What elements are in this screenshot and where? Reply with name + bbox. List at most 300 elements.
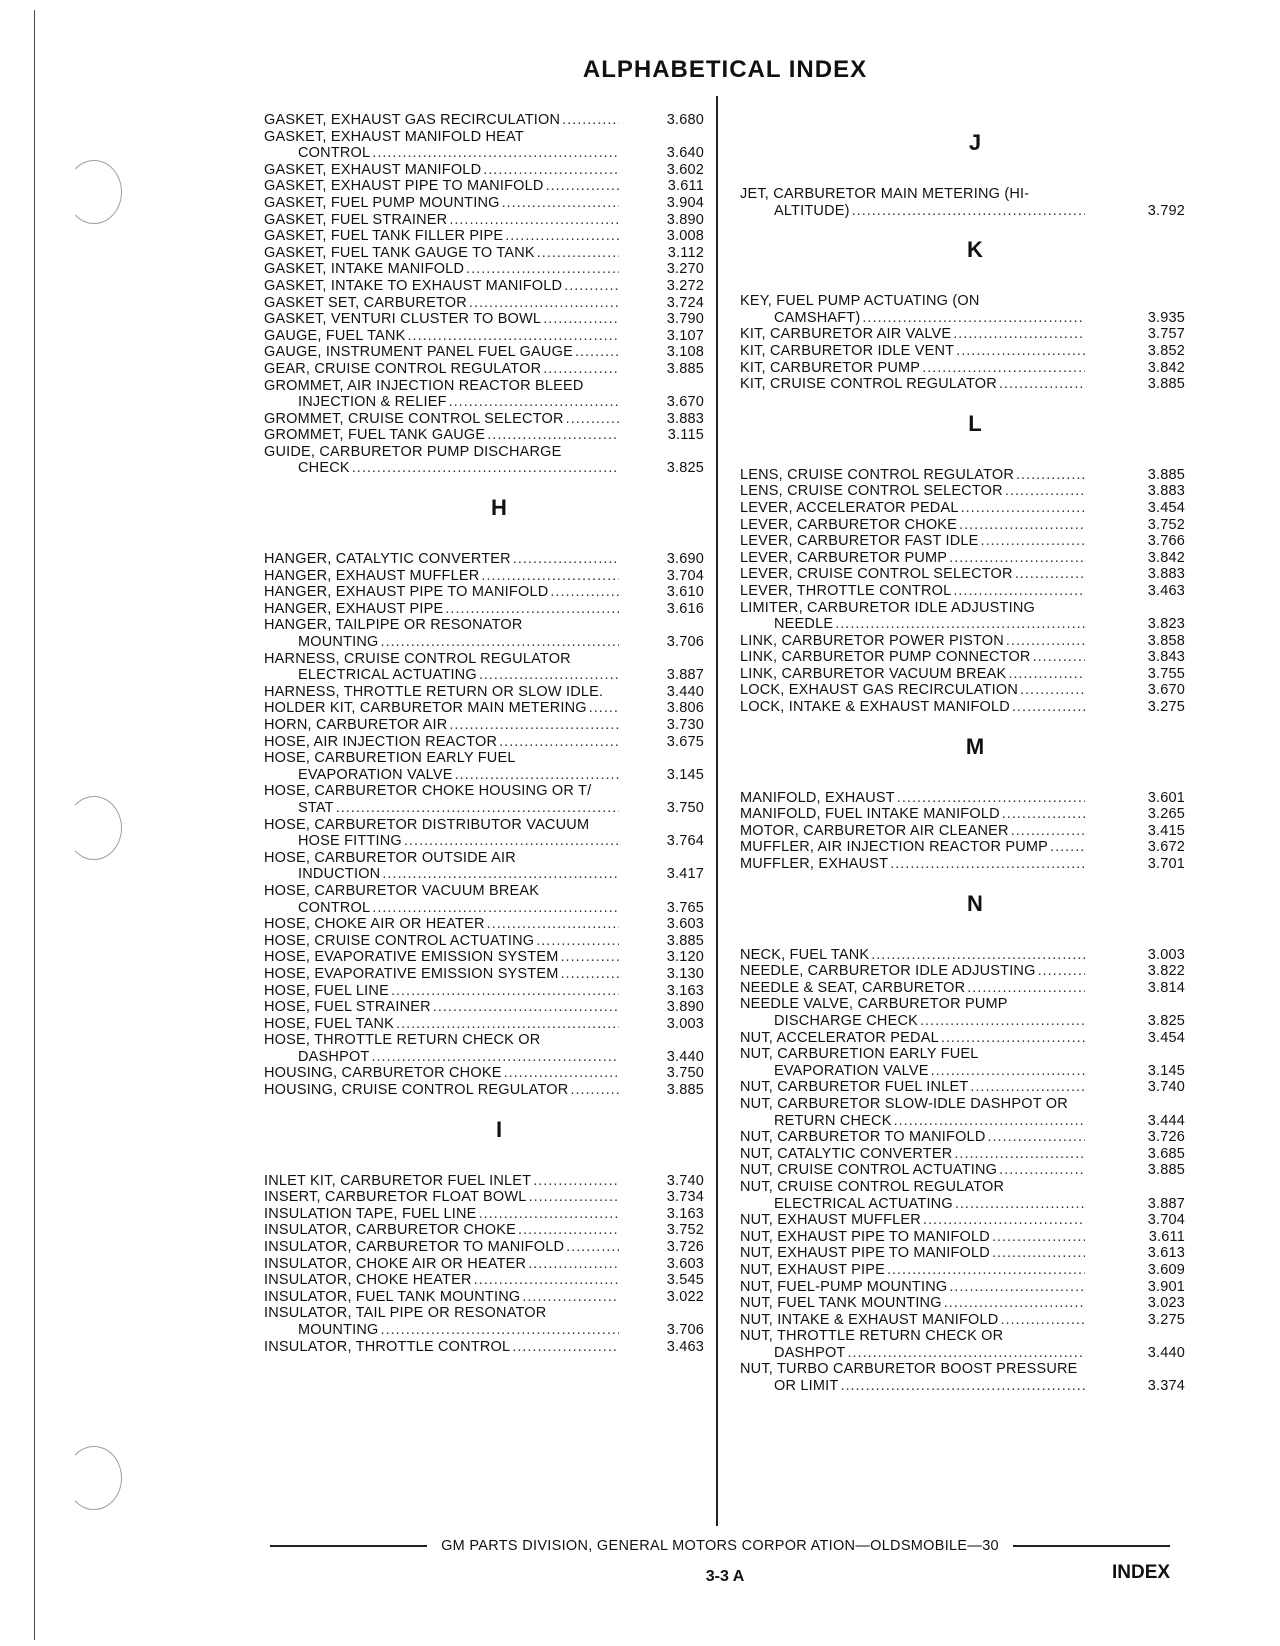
dot-leader bbox=[953, 326, 1085, 343]
page-reference: 3.752 bbox=[1147, 516, 1185, 533]
index-entry bbox=[264, 1065, 704, 1082]
dot-leader bbox=[449, 394, 619, 411]
dot-leader bbox=[999, 376, 1085, 393]
page-reference: 3.704 bbox=[1147, 1212, 1185, 1229]
index-entry bbox=[740, 186, 1185, 219]
dot-leader bbox=[455, 767, 619, 784]
entry-text: DASHPOT bbox=[774, 1344, 846, 1361]
dot-leader bbox=[381, 1322, 619, 1339]
entry-text: NUT, EXHAUST PIPE TO MANIFOLD bbox=[740, 1245, 990, 1262]
page-reference: 3.265 bbox=[1147, 806, 1185, 823]
dot-leader bbox=[449, 717, 619, 734]
entry-text: INLET KIT, CARBURETOR FUEL INLET bbox=[264, 1172, 532, 1189]
index-entry bbox=[264, 228, 704, 245]
dot-leader bbox=[959, 517, 1085, 534]
page-reference: 3.003 bbox=[1147, 946, 1185, 963]
dot-leader bbox=[404, 833, 619, 850]
page-reference: 3.706 bbox=[666, 1322, 704, 1338]
index-entry bbox=[264, 261, 704, 278]
index-entry bbox=[740, 582, 1185, 600]
index-entry bbox=[740, 963, 1185, 980]
page-reference: 3.890 bbox=[666, 999, 704, 1016]
page-reference: 3.685 bbox=[1147, 1145, 1185, 1162]
index-entry bbox=[264, 783, 704, 816]
entry-text: GAUGE, INSTRUMENT PANEL FUEL GAUGE bbox=[264, 344, 573, 361]
entry-text: NEEDLE, CARBURETOR IDLE ADJUSTING bbox=[740, 963, 1036, 980]
dot-leader bbox=[499, 734, 619, 751]
dot-leader bbox=[543, 311, 619, 328]
page-reference: 3.755 bbox=[1147, 665, 1185, 682]
index-column-left bbox=[264, 112, 704, 1355]
dot-leader bbox=[1005, 483, 1085, 500]
entry-text: NECK, FUEL TANK bbox=[740, 946, 870, 963]
dot-leader bbox=[528, 1256, 619, 1273]
entry-text: GASKET, EXHAUST MANIFOLD HEAT bbox=[264, 128, 524, 145]
index-entry bbox=[740, 946, 1185, 964]
entry-text: LOCK, INTAKE & EXHAUST MANIFOLD bbox=[740, 699, 1010, 716]
page-reference: 3.766 bbox=[1147, 533, 1185, 550]
dot-leader bbox=[1038, 963, 1085, 980]
index-entry bbox=[740, 1095, 1185, 1129]
entry-text: NUT, CARBURETION EARLY FUEL bbox=[740, 1046, 979, 1063]
dot-leader bbox=[543, 361, 619, 378]
page-reference: 3.680 bbox=[666, 112, 704, 128]
page-reference: 3.115 bbox=[667, 427, 704, 444]
page-reference: 3.601 bbox=[1147, 789, 1185, 806]
page-reference: 3.764 bbox=[666, 833, 704, 850]
dot-leader bbox=[1020, 682, 1085, 699]
index-entry bbox=[264, 244, 704, 262]
page-reference: 3.415 bbox=[1147, 822, 1185, 839]
section-letter: L bbox=[968, 410, 982, 436]
index-entry bbox=[740, 1361, 1185, 1395]
entry-text: GROMMET, CRUISE CONTROL SELECTOR bbox=[264, 410, 564, 427]
page-reference: 3.740 bbox=[666, 1172, 704, 1189]
entry-text: HOSE, EVAPORATIVE EMISSION SYSTEM bbox=[264, 949, 559, 966]
dot-leader bbox=[445, 601, 619, 618]
entry-text: HANGER, EXHAUST PIPE bbox=[264, 600, 444, 617]
entry-text: GASKET, EXHAUST GAS RECIRCULATION bbox=[264, 112, 561, 128]
dot-leader bbox=[992, 1245, 1085, 1262]
page-reference: 3.270 bbox=[666, 261, 704, 278]
dot-leader bbox=[848, 1345, 1086, 1362]
dot-leader bbox=[970, 1079, 1085, 1096]
index-entry bbox=[740, 682, 1185, 699]
punch-hole-bottom bbox=[66, 1446, 122, 1510]
page-reference: 3.145 bbox=[1147, 1062, 1185, 1079]
index-entry bbox=[264, 377, 704, 411]
index-entry bbox=[740, 1178, 1185, 1212]
page-reference: 3.806 bbox=[666, 700, 704, 717]
dot-leader bbox=[1050, 839, 1085, 856]
entry-text: LEVER, CARBURETOR PUMP bbox=[740, 549, 948, 566]
dot-leader bbox=[1002, 806, 1085, 823]
dot-leader bbox=[433, 999, 619, 1016]
entry-text: INSULATOR, THROTTLE CONTROL bbox=[264, 1338, 511, 1355]
dot-leader bbox=[897, 790, 1085, 807]
index-entry bbox=[740, 1228, 1185, 1246]
entry-text: NUT, EXHAUST MUFFLER bbox=[740, 1212, 921, 1229]
entry-text: INSULATOR, CHOKE AIR OR HEATER bbox=[264, 1255, 527, 1272]
index-entry bbox=[264, 551, 704, 568]
index-entry bbox=[264, 360, 704, 378]
page-reference: 3.822 bbox=[1147, 963, 1185, 980]
page-reference: 3.750 bbox=[666, 1065, 704, 1082]
dot-leader bbox=[1012, 699, 1085, 716]
index-entry bbox=[740, 806, 1185, 823]
page-reference: 3.463 bbox=[666, 1338, 704, 1355]
entry-text: GASKET, FUEL TANK GAUGE TO TANK bbox=[264, 244, 535, 261]
page-reference: 3.603 bbox=[666, 1255, 704, 1272]
entry-text: LINK, CARBURETOR POWER PISTON bbox=[740, 632, 1004, 649]
entry-text: NEEDLE & SEAT, CARBURETOR bbox=[740, 979, 966, 996]
entry-text: LIMITER, CARBURETOR IDLE ADJUSTING bbox=[740, 599, 1035, 616]
entry-text: GASKET SET, CARBURETOR bbox=[264, 294, 467, 311]
dot-leader bbox=[981, 533, 1085, 550]
index-entry bbox=[264, 1288, 704, 1306]
dot-leader bbox=[546, 178, 619, 195]
entry-text: GAUGE, FUEL TANK bbox=[264, 327, 406, 344]
dot-leader bbox=[992, 1229, 1085, 1246]
index-entry bbox=[264, 344, 704, 361]
entry-text: GASKET, EXHAUST PIPE TO MANIFOLD bbox=[264, 178, 544, 195]
page-reference: 3.545 bbox=[666, 1272, 704, 1289]
index-entry bbox=[264, 982, 704, 1000]
index-entry bbox=[264, 427, 704, 444]
dot-leader bbox=[566, 411, 619, 428]
punch-hole-top bbox=[66, 160, 122, 224]
entry-text: MOUNTING bbox=[298, 634, 379, 651]
page-reference: 3.904 bbox=[666, 194, 704, 211]
index-entry bbox=[740, 293, 1185, 326]
dot-leader bbox=[502, 195, 619, 212]
dot-leader bbox=[941, 1030, 1085, 1047]
dot-leader bbox=[862, 310, 1085, 327]
page-reference: 3.823 bbox=[1147, 616, 1185, 633]
dot-leader bbox=[894, 1113, 1085, 1130]
entry-text: LENS, CRUISE CONTROL REGULATOR bbox=[740, 466, 1015, 483]
entry-text: LINK, CARBURETOR VACUUM BREAK bbox=[740, 665, 1007, 682]
entry-text: JET, CARBURETOR MAIN METERING (HI- bbox=[740, 186, 1030, 202]
page-reference: 3.145 bbox=[666, 766, 704, 783]
index-entry bbox=[740, 1145, 1185, 1163]
index-entry bbox=[264, 194, 704, 212]
index-entry bbox=[740, 979, 1185, 997]
entry-text: HOSE, AIR INJECTION REACTOR bbox=[264, 733, 498, 750]
dot-leader bbox=[890, 856, 1085, 873]
index-entry bbox=[264, 700, 704, 717]
dot-leader bbox=[835, 616, 1085, 633]
index-entry bbox=[740, 483, 1185, 500]
page-reference: 3.883 bbox=[1147, 566, 1185, 583]
punch-hole-middle bbox=[66, 796, 122, 860]
page-reference: 3.672 bbox=[1147, 839, 1185, 856]
index-entry bbox=[264, 1189, 704, 1206]
page-reference: 3.003 bbox=[666, 1015, 704, 1032]
index-entry bbox=[264, 949, 704, 966]
entry-text: NUT, FUEL-PUMP MOUNTING bbox=[740, 1278, 948, 1295]
index-entry bbox=[264, 410, 704, 428]
footer-rule-right bbox=[1013, 1545, 1170, 1547]
dot-leader bbox=[887, 1262, 1085, 1279]
index-entry bbox=[264, 882, 704, 916]
entry-text: GASKET, FUEL STRAINER bbox=[264, 211, 448, 228]
index-entry bbox=[740, 856, 1185, 873]
index-entry bbox=[740, 326, 1185, 343]
index-entry bbox=[264, 161, 704, 179]
section-letter: K bbox=[967, 237, 983, 263]
entry-text: NUT, EXHAUST PIPE bbox=[740, 1261, 885, 1278]
entry-text: NUT, CARBURETOR TO MANIFOLD bbox=[740, 1129, 986, 1146]
entry-text: HOSE, THROTTLE RETURN CHECK OR bbox=[264, 1032, 541, 1049]
entry-text: NUT, INTAKE & EXHAUST MANIFOLD bbox=[740, 1311, 999, 1328]
page-reference: 3.706 bbox=[666, 634, 704, 651]
index-entry bbox=[740, 1029, 1185, 1047]
page-reference: 3.008 bbox=[666, 228, 704, 245]
index-entry bbox=[264, 443, 704, 477]
entry-text: CONTROL bbox=[298, 145, 371, 162]
index-entry bbox=[740, 649, 1185, 666]
index-entry bbox=[264, 311, 704, 328]
page-reference: 3.463 bbox=[1147, 582, 1185, 599]
footer-division-text: GM PARTS DIVISION, GENERAL MOTORS CORPOR ATION—OLDSMOBILE—30 bbox=[441, 1538, 999, 1554]
entry-text: GROMMET, FUEL TANK GAUGE bbox=[264, 427, 486, 444]
page-reference: 3.883 bbox=[666, 410, 704, 427]
dot-leader bbox=[944, 1295, 1085, 1312]
page-reference: 3.842 bbox=[1147, 549, 1185, 566]
page-reference: 3.275 bbox=[1147, 1311, 1185, 1328]
index-entry bbox=[264, 683, 704, 701]
index-entry bbox=[264, 600, 704, 618]
dot-leader bbox=[575, 344, 619, 361]
page-reference: 3.701 bbox=[1147, 856, 1185, 873]
index-entry bbox=[264, 584, 704, 601]
index-entry bbox=[740, 1046, 1185, 1079]
entry-text: HOUSING, CARBURETOR CHOKE bbox=[264, 1065, 502, 1082]
entry-text: HOLDER KIT, CARBURETOR MAIN METERING bbox=[264, 700, 587, 717]
index-entry bbox=[264, 916, 704, 933]
index-entry bbox=[740, 376, 1185, 393]
page-reference: 3.272 bbox=[666, 277, 704, 294]
index-entry bbox=[264, 211, 704, 229]
page-reference: 3.130 bbox=[666, 965, 704, 982]
entry-text: KEY, FUEL PUMP ACTUATING (ON bbox=[740, 293, 980, 310]
index-entry bbox=[264, 1255, 704, 1273]
section-letter: M bbox=[965, 733, 985, 759]
index-column-right bbox=[740, 112, 1185, 1395]
index-entry bbox=[264, 128, 704, 162]
page-reference: 3.670 bbox=[666, 394, 704, 411]
entry-text: HOSE, CARBURETOR CHOKE HOUSING OR T/ bbox=[264, 783, 592, 800]
index-entry bbox=[740, 1311, 1185, 1329]
entry-text: HOSE, CARBURETION EARLY FUEL bbox=[264, 750, 516, 767]
dot-leader bbox=[522, 1289, 619, 1306]
page-reference: 3.883 bbox=[1147, 483, 1185, 500]
entry-text: LEVER, CARBURETOR CHOKE bbox=[740, 516, 958, 533]
page-reference: 3.603 bbox=[666, 916, 704, 933]
index-entry bbox=[264, 1205, 704, 1223]
entry-text: MUFFLER, EXHAUST bbox=[740, 856, 889, 873]
entry-text: HANGER, CATALYTIC CONVERTER bbox=[264, 551, 511, 568]
index-entry bbox=[740, 599, 1185, 633]
binding-margin-line bbox=[34, 10, 35, 1640]
dot-leader bbox=[920, 1013, 1085, 1030]
dot-leader bbox=[931, 1063, 1085, 1080]
page-reference: 3.107 bbox=[666, 327, 704, 344]
dot-leader bbox=[1033, 649, 1085, 666]
dot-leader bbox=[512, 1339, 619, 1356]
section-label: INDEX bbox=[1112, 1562, 1171, 1583]
index-entry bbox=[264, 1172, 704, 1190]
dot-leader bbox=[956, 343, 1085, 360]
index-entry bbox=[740, 822, 1185, 840]
dot-leader bbox=[961, 500, 1085, 517]
page-reference: 3.112 bbox=[667, 244, 704, 261]
index-entry bbox=[264, 1305, 704, 1338]
entry-text: MUFFLER, AIR INJECTION REACTOR PUMP bbox=[740, 839, 1049, 856]
page-reference: 3.610 bbox=[666, 584, 704, 601]
index-entry bbox=[264, 567, 704, 585]
dot-leader bbox=[1008, 666, 1085, 683]
entry-text: HOSE, FUEL TANK bbox=[264, 1015, 395, 1032]
page-reference: 3.885 bbox=[666, 360, 704, 377]
dot-leader bbox=[479, 1206, 619, 1223]
dot-leader bbox=[466, 261, 619, 278]
dot-leader bbox=[504, 1065, 619, 1082]
entry-text: INSULATOR, CARBURETOR TO MANIFOLD bbox=[264, 1239, 565, 1256]
page-reference: 3.885 bbox=[1147, 1162, 1185, 1179]
column-divider bbox=[716, 96, 718, 1526]
page-reference: 3.108 bbox=[666, 344, 704, 361]
dot-leader bbox=[550, 584, 619, 601]
entry-text: HOSE FITTING bbox=[298, 833, 402, 850]
page-number: 3-3 A bbox=[705, 1568, 745, 1585]
entry-text: LOCK, EXHAUST GAS RECIRCULATION bbox=[740, 682, 1018, 699]
page-reference: 3.611 bbox=[1148, 1228, 1185, 1245]
index-entry bbox=[264, 1338, 704, 1356]
entry-text: NUT, TURBO CARBURETOR BOOST PRESSURE bbox=[740, 1361, 1078, 1378]
entry-text: LEVER, CARBURETOR FAST IDLE bbox=[740, 533, 979, 550]
entry-text: DISCHARGE CHECK bbox=[774, 1013, 918, 1029]
page-reference: 3.444 bbox=[1147, 1112, 1185, 1129]
dot-leader bbox=[562, 112, 619, 129]
entry-text: HANGER, EXHAUST MUFFLER bbox=[264, 567, 480, 584]
index-entry bbox=[740, 1162, 1185, 1179]
dot-leader bbox=[840, 1378, 1085, 1395]
dot-leader bbox=[481, 568, 619, 585]
page-reference: 3.670 bbox=[1147, 682, 1185, 699]
page-reference: 3.752 bbox=[666, 1222, 704, 1239]
page-reference: 3.730 bbox=[666, 717, 704, 733]
index-entry bbox=[264, 112, 704, 129]
page-reference: 3.374 bbox=[1147, 1378, 1185, 1395]
entry-text: NUT, CARBURETOR SLOW-IDLE DASHPOT OR bbox=[740, 1095, 1068, 1112]
page-reference: 3.734 bbox=[666, 1189, 704, 1206]
entry-text: LEVER, CRUISE CONTROL SELECTOR bbox=[740, 566, 1013, 583]
index-entry bbox=[264, 1082, 704, 1099]
dot-leader bbox=[469, 295, 619, 312]
entry-text: NUT, ACCELERATOR PEDAL bbox=[740, 1029, 939, 1046]
entry-text: INSULATOR, TAIL PIPE OR RESONATOR bbox=[264, 1305, 547, 1322]
entry-text: HANGER, TAILPIPE OR RESONATOR bbox=[264, 617, 523, 634]
page-reference: 3.885 bbox=[666, 1082, 704, 1099]
dot-leader bbox=[1016, 467, 1085, 484]
dot-leader bbox=[949, 550, 1085, 567]
page-reference: 3.440 bbox=[1147, 1344, 1185, 1361]
page-reference: 3.852 bbox=[1147, 342, 1185, 359]
dot-leader bbox=[479, 667, 619, 684]
page-reference: 3.792 bbox=[1147, 202, 1185, 219]
dot-leader bbox=[570, 1082, 619, 1099]
dot-leader bbox=[372, 900, 619, 917]
page-reference: 3.901 bbox=[1147, 1278, 1185, 1295]
index-entry bbox=[264, 932, 704, 950]
page-reference: 3.825 bbox=[1147, 1013, 1185, 1029]
entry-text: EVAPORATION VALVE bbox=[774, 1062, 929, 1079]
entry-text: OR LIMIT bbox=[774, 1378, 839, 1395]
page-reference: 3.613 bbox=[1147, 1245, 1185, 1262]
entry-text: EVAPORATION VALVE bbox=[298, 766, 453, 783]
page-reference: 3.609 bbox=[1147, 1261, 1185, 1278]
entry-text: NUT, CATALYTIC CONVERTER bbox=[740, 1145, 953, 1162]
index-entry bbox=[740, 1295, 1185, 1312]
index-entry bbox=[740, 342, 1185, 360]
entry-text: HOSE, CRUISE CONTROL ACTUATING bbox=[264, 932, 535, 949]
dot-leader bbox=[505, 228, 619, 245]
entry-text: GROMMET, AIR INJECTION REACTOR BLEED bbox=[264, 377, 584, 394]
dot-leader bbox=[923, 1212, 1085, 1229]
page-reference: 3.843 bbox=[1147, 649, 1185, 666]
dot-leader bbox=[483, 162, 619, 179]
index-entry bbox=[740, 549, 1185, 567]
entry-text: INSULATOR, FUEL TANK MOUNTING bbox=[264, 1288, 521, 1305]
page-reference: 3.022 bbox=[666, 1288, 704, 1305]
entry-text: GASKET, FUEL TANK FILLER PIPE bbox=[264, 228, 504, 245]
page-reference: 3.440 bbox=[666, 1048, 704, 1065]
entry-text: LEVER, ACCELERATOR PEDAL bbox=[740, 499, 959, 516]
page-reference: 3.454 bbox=[1147, 499, 1185, 516]
section-letter: I bbox=[495, 1116, 503, 1142]
dot-leader bbox=[372, 145, 619, 162]
page-reference: 3.675 bbox=[666, 733, 704, 750]
entry-text: NEEDLE bbox=[774, 616, 834, 633]
index-entry bbox=[264, 327, 704, 345]
index-entry bbox=[740, 1261, 1185, 1279]
page-reference: 3.740 bbox=[1147, 1079, 1185, 1096]
index-entry bbox=[264, 717, 704, 734]
page-reference: 3.885 bbox=[666, 932, 704, 949]
dot-leader bbox=[382, 866, 619, 883]
dot-leader bbox=[533, 1173, 619, 1190]
entry-text: INSERT, CARBURETOR FLOAT BOWL bbox=[264, 1189, 527, 1206]
dot-leader bbox=[1000, 1312, 1085, 1329]
entry-text: ALTITUDE) bbox=[774, 202, 850, 219]
index-entry bbox=[740, 996, 1185, 1029]
entry-text: LENS, CRUISE CONTROL SELECTOR bbox=[740, 483, 1003, 500]
entry-text: KIT, CRUISE CONTROL REGULATOR bbox=[740, 376, 997, 393]
dot-leader bbox=[396, 1016, 619, 1033]
index-entry bbox=[740, 499, 1185, 517]
page-title: ALPHABETICAL INDEX bbox=[582, 56, 868, 83]
entry-text: RETURN CHECK bbox=[774, 1112, 892, 1129]
entry-text: GEAR, CRUISE CONTROL REGULATOR bbox=[264, 360, 542, 377]
dot-leader bbox=[967, 980, 1085, 997]
dot-leader bbox=[561, 966, 619, 983]
entry-text: INDUCTION bbox=[298, 866, 381, 883]
dot-leader bbox=[955, 1196, 1085, 1213]
index-entry bbox=[740, 533, 1185, 550]
dot-leader bbox=[564, 278, 619, 295]
